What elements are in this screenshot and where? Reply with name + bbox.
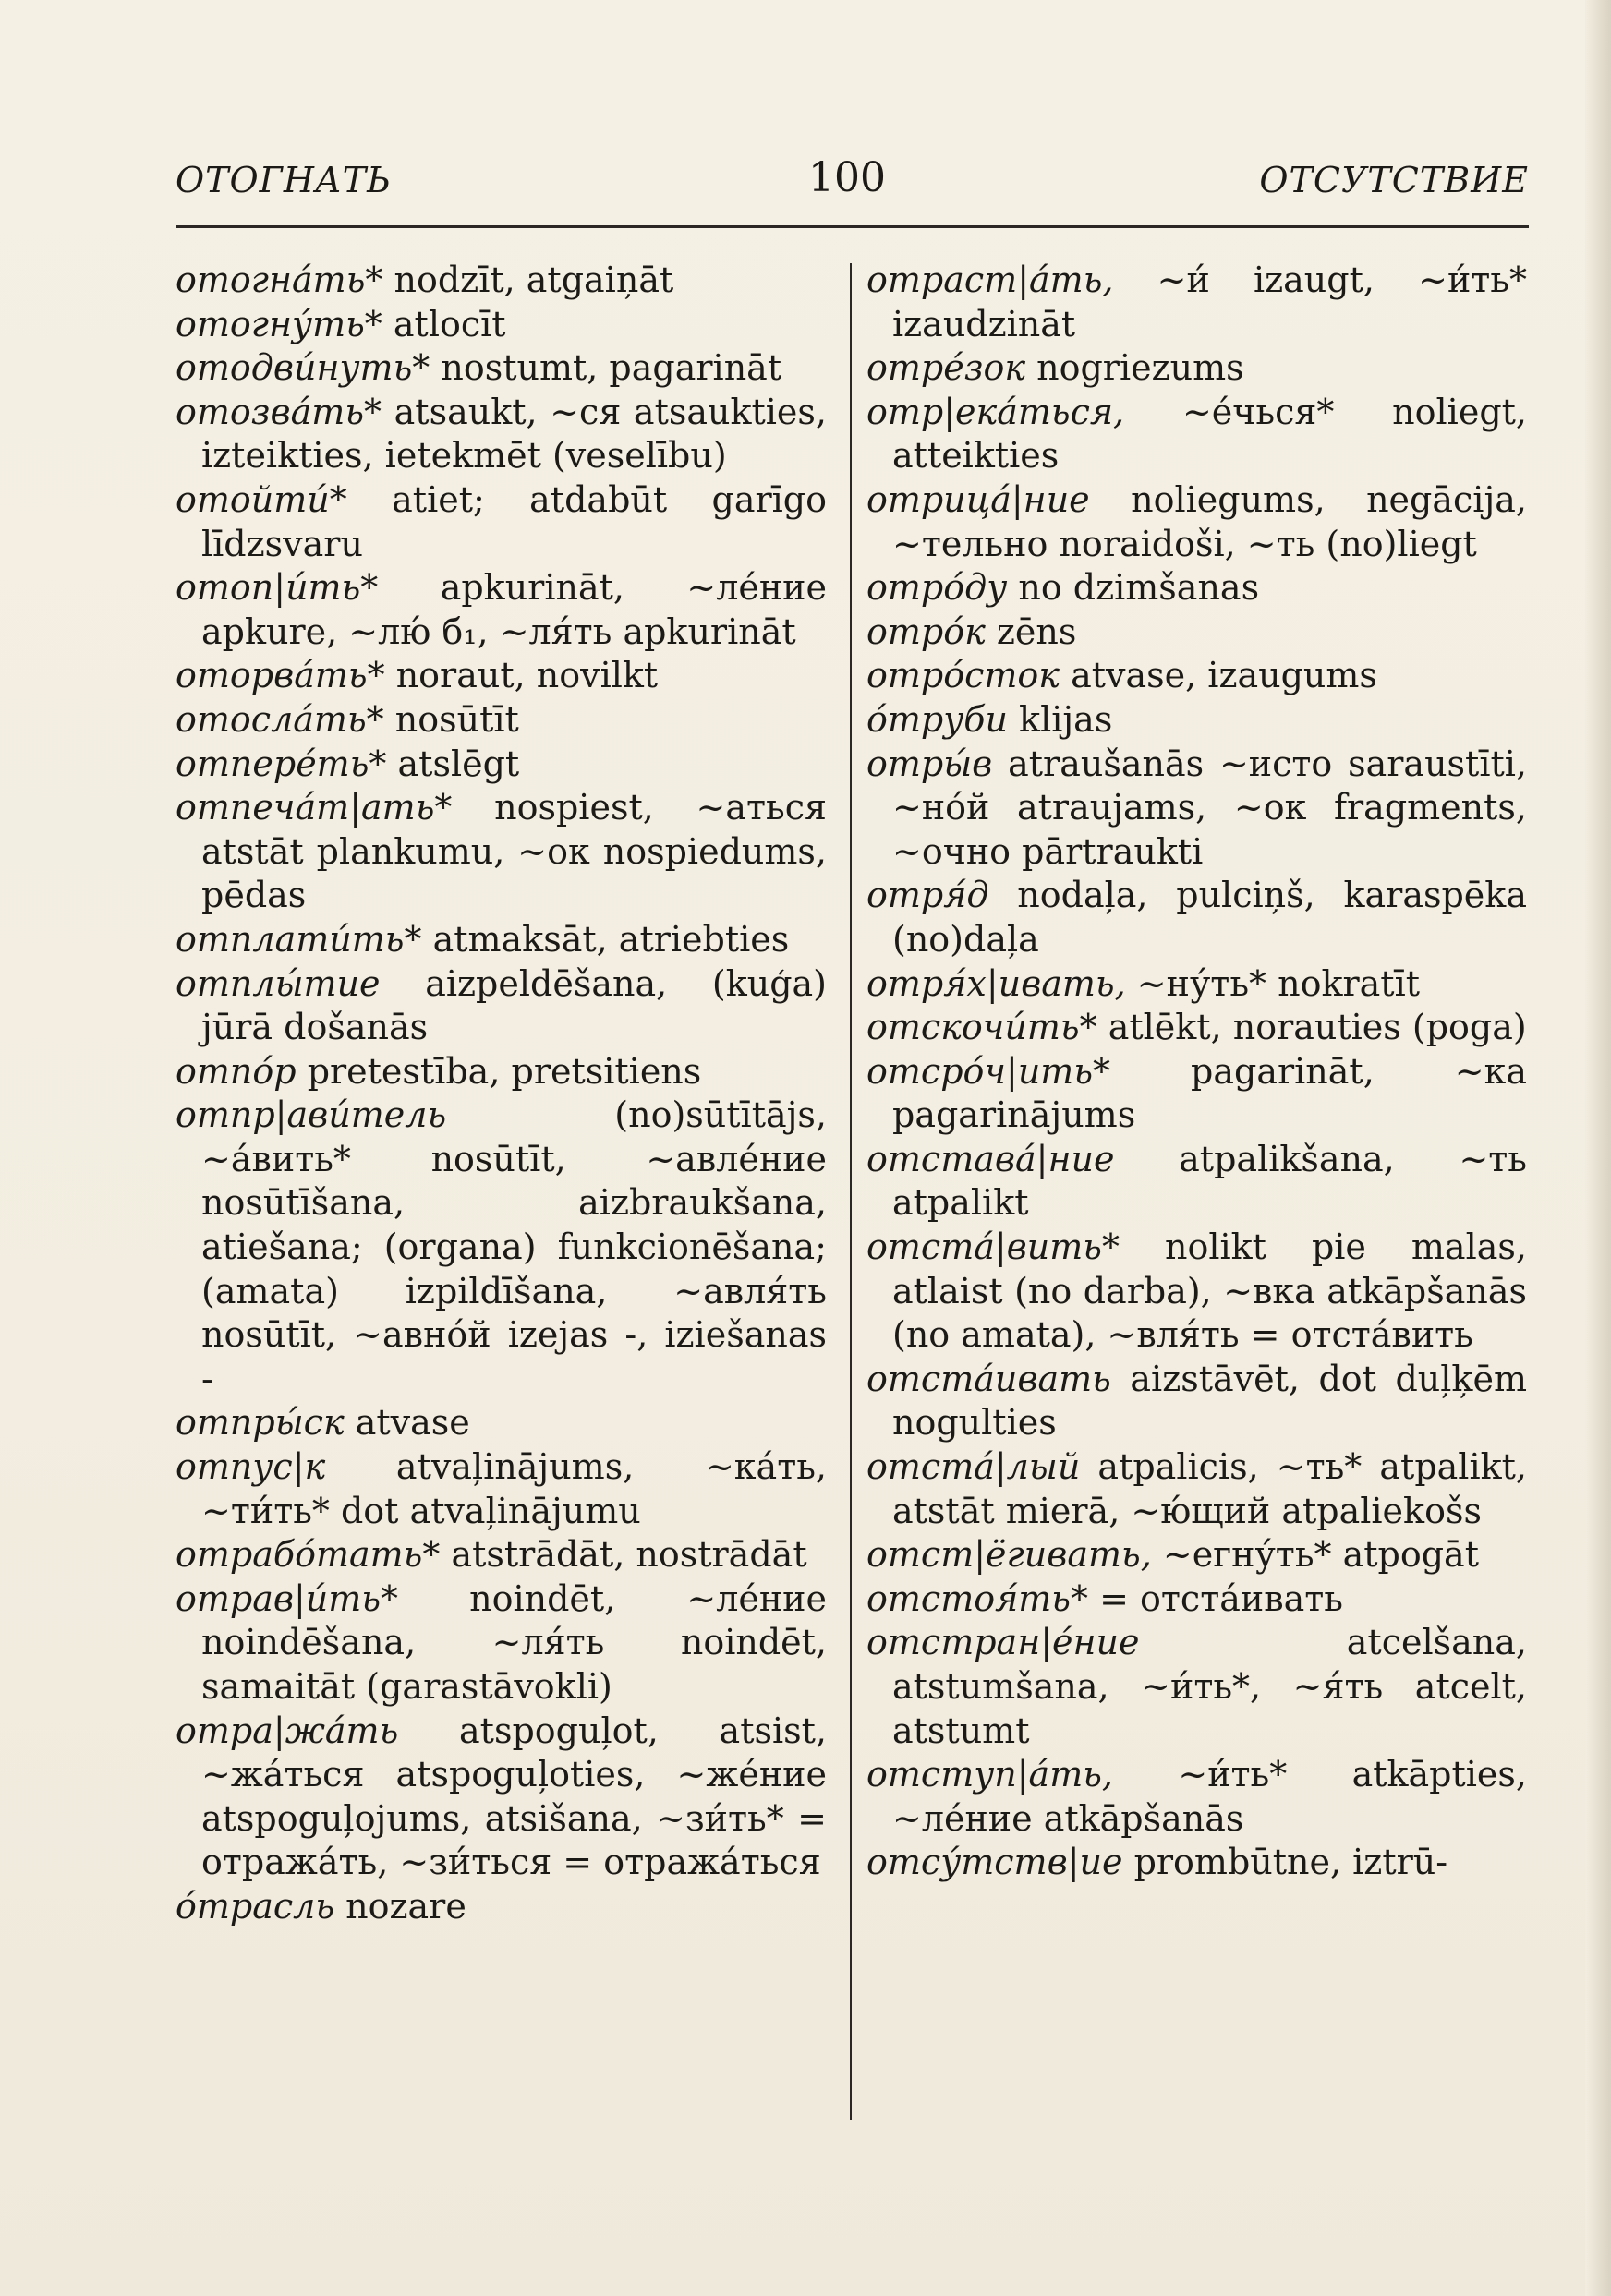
headword: отпр|ави́тель [176,1094,447,1136]
dictionary-entry [866,391,1527,478]
left-guide-word: ОТОГНАТЬ [176,160,392,200]
definition: atraušanās ~исто saraustīti, ~но́й atraujams, ~ок fragments, ~очно pārtraukti [892,743,1527,872]
headword: отря́д [866,875,989,916]
definition: ~егну́ть* atpogāt [1162,1534,1479,1576]
dictionary-entry [866,259,1527,346]
headword: отогну́ть* [176,303,382,344]
headword: отре́зок [866,347,1026,389]
headword: отозва́ть* [176,391,382,432]
dictionary-entry [866,1138,1527,1226]
definition: atcelšana, atstumšana, ~и́ть*, ~я́ть atcelt, atstumt [892,1622,1527,1751]
dictionary-entry [176,743,827,787]
dictionary-entry [176,1885,827,1929]
definition: aizpeldēšana, (kuģa) jūrā došanās [201,962,827,1048]
dictionary-entry [176,303,827,347]
definition: atmaksāt, atriebties [432,918,790,960]
dictionary-entry [866,1621,1527,1753]
headword: о́трасль [176,1885,335,1927]
headword: отскочи́ть* [866,1007,1097,1048]
definition: atsaukt, ~ся atsaukties, izteikties, ietekmēt (veselību) [201,391,827,477]
definition: aizstāvēt, dot duļķēm nogulties [892,1358,1527,1444]
headword: отступ|а́ть, [866,1754,1114,1795]
definition: atslēgt [397,743,520,784]
dictionary-entry [176,1445,827,1533]
headword: отстран|е́ние [866,1622,1140,1663]
dictionary-entry [176,786,827,918]
headword: отры́в [866,743,993,784]
headword: отпры́ск [176,1402,345,1444]
dictionary-entry [176,259,827,303]
headword: отпеча́т|ать* [176,787,453,828]
definition: nodzīt, atgaiņāt [394,260,674,300]
definition: atlocīt [393,303,506,344]
dictionary-entry [176,962,827,1050]
right-guide-word: ОТСУТСТВИЕ [1259,160,1529,200]
dictionary-entry [866,566,1527,610]
headword: отста́|вить* [866,1227,1120,1268]
dictionary-entry [866,1577,1527,1622]
definition: nodaļa, pulciņš, karaspēka (no)daļa [892,875,1527,960]
definition: atvaļinājums, ~ка́ть, ~ти́ть* dot atvaļinājumu [201,1446,827,1531]
dictionary-entry [176,918,827,962]
dictionary-entry [866,1841,1527,1885]
definition: atvase [355,1402,470,1444]
definition: ~и́ть* atkāpties, ~ле́ние atkāpšanās [892,1754,1527,1839]
headword: отста́|лый [866,1446,1081,1488]
dictionary-entry [176,1401,827,1445]
dictionary-entry [866,962,1527,1007]
headword: отсу́тств|ие [866,1842,1123,1883]
dictionary-entry [176,1094,827,1401]
headword: отря́х|ивать, [866,962,1126,1004]
definition: nosūtīt [394,698,519,740]
definition: zēns [996,610,1077,652]
right-column [866,259,1527,1885]
headword: о́труби [866,698,1008,740]
definition: noindēt, ~ле́ние noindēšana, ~ля́ть noindēt, samaitāt (garastāvokli) [201,1577,827,1707]
headword: отро́к [866,610,986,652]
headword: отосла́ть* [176,698,384,740]
dictionary-entry [176,566,827,654]
headword: отра|жа́ть [176,1710,399,1751]
headword: отпус|к [176,1446,326,1488]
dictionary-entry [866,1445,1527,1533]
headword: отпо́р [176,1050,297,1092]
definition: ~ну́ть* nokratīt [1136,962,1420,1004]
dictionary-entry [176,391,827,478]
dictionary-entry [866,610,1527,655]
headword: отплы́тие [176,962,381,1004]
definition: atstrādāt, nostrādāt [451,1534,807,1576]
headword: отодви́нуть* [176,347,430,389]
page-edge-shadow [1585,0,1611,2296]
page-header [176,152,1529,208]
definition: noraut, novilkt [395,655,659,696]
definition: pagarināt, ~ка pagarinājums [892,1050,1527,1136]
headword: отро́сток [866,655,1060,696]
dictionary-entry [866,346,1527,391]
definition: no dzimšanas [1018,567,1260,609]
headword: отойти́* [176,478,347,520]
dictionary-entry [866,1358,1527,1445]
definition: atpalikšana, ~ть atpalikt [892,1138,1527,1224]
header-rule [176,225,1529,228]
headword: оторва́ть* [176,655,385,696]
definition: klijas [1019,698,1113,740]
headword: отрав|и́ть* [176,1577,399,1619]
definition: nolikt pie malas, atlaist (no darba), ~вка atkāpšanās (no amata), ~вля́ть = отста́вить [892,1227,1527,1356]
definition: nospiest, ~аться atstāt plankumu, ~ок nospiedums, pēdas [201,787,827,916]
column-divider [850,263,852,2120]
dictionary-entry [866,1050,1527,1138]
headword: отр|ека́ться, [866,391,1125,432]
page-number: 100 [808,154,886,201]
definition: prombūtne, iztrū- [1133,1842,1448,1883]
dictionary-entry [866,874,1527,961]
definition: = отста́ивать [1099,1577,1343,1619]
definition: ~е́чься* noliegt, atteikties [892,391,1527,477]
dictionary-entry [866,478,1527,566]
definition: ~и́ izaugt, ~и́ть* izaudzināt [892,260,1527,344]
headword: отстава́|ние [866,1138,1115,1179]
headword: отраст|а́ть, [866,260,1114,300]
headword: отоп|и́ть* [176,567,379,609]
headword: отсро́ч|ить* [866,1050,1111,1092]
dictionary-entry [176,1710,827,1885]
definition: (no)sūtītājs, ~а́вить* nosūtīt, ~авле́ние nosūtīšana, aizbraukšana, atiešana; (organa) funkcionēšana; (amata) izpildīšana, ~авля́ть nosūtīt, ~авно́й izejas -, iziešanas - [201,1094,827,1399]
definition: nostumt, pagarināt [441,347,782,389]
definition: nogriezums [1036,347,1244,389]
dictionary-entry [176,346,827,391]
dictionary-entry [176,1050,827,1094]
headword: отплати́ть* [176,918,422,960]
dictionary-entry [176,654,827,698]
headword: отстоя́ть* [866,1577,1088,1619]
dictionary-entry [176,1577,827,1710]
dictionary-entry [866,1226,1527,1358]
dictionary-entry [866,743,1527,875]
definition: atlēkt, norauties (poga) [1108,1007,1527,1048]
headword: отогна́ть* [176,260,383,300]
left-column [176,259,827,1929]
definition: atiet; atdabūt garīgo līdzsvaru [201,478,827,564]
headword: отста́ивать [866,1358,1111,1399]
dictionary-entry [176,698,827,743]
definition: pretestība, pretsitiens [307,1050,702,1092]
definition: atspoguļot, atsist, ~жа́ться atspoguļoties, ~же́ние atspoguļojums, atsišana, ~зи́ть* = отража́ть, ~зи́ться = отража́ться [201,1710,827,1883]
definition: atvase, izaugums [1071,655,1377,696]
headword: отрабо́тать* [176,1534,441,1576]
dictionary-entry [866,1006,1527,1050]
headword: отпере́ть* [176,743,387,784]
dictionary-entry [176,1533,827,1577]
dictionary-entry [866,1533,1527,1577]
definition: apkurināt, ~ле́ние apkure, ~лю́ б₁, ~ля́ть apkurināt [201,567,827,652]
dictionary-entry [866,654,1527,698]
dictionary-entry [176,478,827,566]
definition: atpalicis, ~ть* atpalikt, atstāt mierā, ~ю́щий atpaliekošs [892,1446,1527,1531]
definition: nozare [345,1885,466,1927]
headword: отрица́|ние [866,478,1090,520]
headword: отро́ду [866,567,1008,609]
dictionary-entry [866,698,1527,743]
dictionary-entry [866,1753,1527,1841]
headword: отст|ёгивать, [866,1534,1152,1576]
definition: noliegums, negācija, ~тельно noraidoši, ~ть (no)liegt [892,478,1527,564]
